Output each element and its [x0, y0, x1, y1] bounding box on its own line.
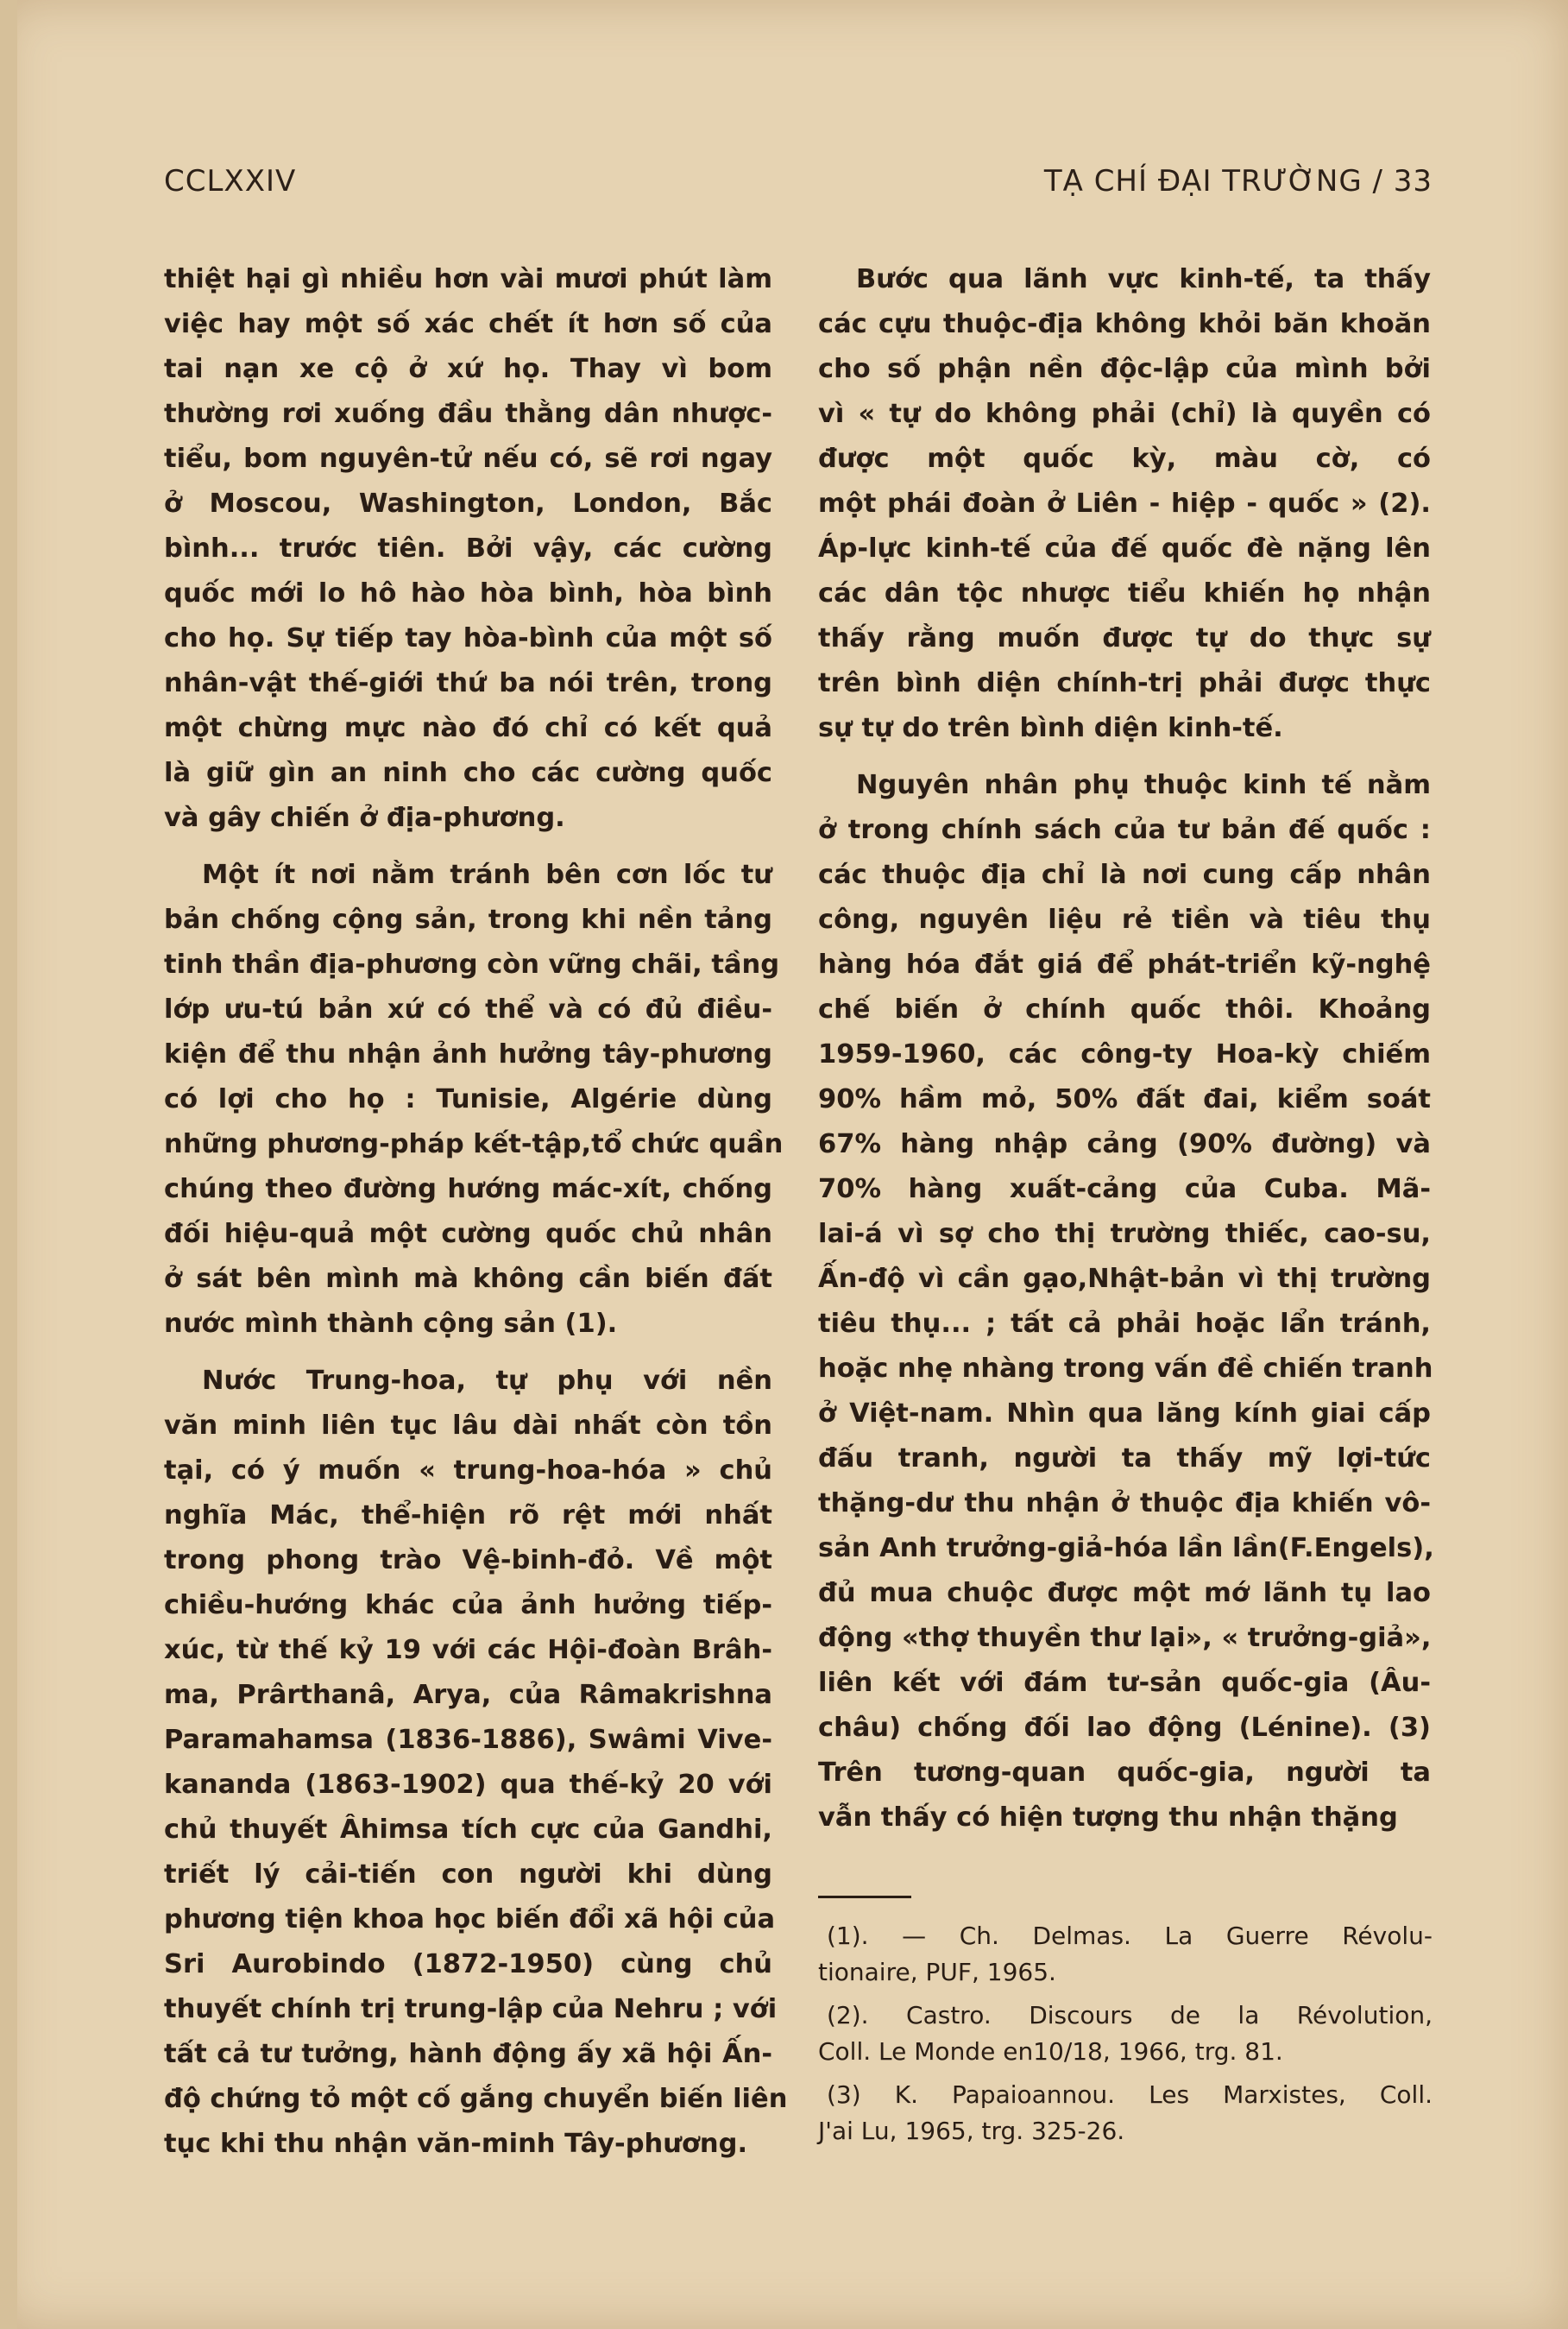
- text-line: hàng hóa đắt giá để phát-triển kỹ-nghệ: [818, 950, 1431, 980]
- text-line: ở Việt-nam. Nhìn qua lăng kính giai cấp: [818, 1398, 1431, 1429]
- text-line: kananda (1863-1902) qua thế-kỷ 20 với: [164, 1770, 772, 1800]
- text-line: thấy rằng muốn được tự do thực sự: [818, 623, 1431, 653]
- running-header: [164, 164, 1433, 207]
- text-line: ở sát bên mình mà không cần biến đất: [164, 1264, 772, 1294]
- text-line: các cựu thuộc-địa không khỏi băn khoăn: [818, 309, 1431, 339]
- text-line: kiện để thu nhận ảnh hưởng tây-phương: [164, 1039, 772, 1070]
- footnote-line: J'ai Lu, 1965, trg. 325-26.: [818, 2117, 1125, 2145]
- text-line: ở trong chính sách của tư bản đế quốc :: [818, 815, 1431, 845]
- text-line: Một ít nơi nằm tránh bên cơn lốc tư: [202, 860, 772, 890]
- text-line: Nước Trung-hoa, tự phụ với nền: [202, 1366, 772, 1396]
- text-line: lớp ưu-tú bản xứ có thể và có đủ điều-: [164, 994, 772, 1025]
- right-text-column: [818, 257, 1434, 1840]
- text-line: Ấn-độ vì cần gạo,Nhật-bản vì thị trường: [818, 1264, 1431, 1294]
- paragraph-gap: [818, 751, 1431, 763]
- footnote-2: [818, 1998, 1433, 2070]
- text-line: Trên tương-quan quốc-gia, người ta: [818, 1758, 1431, 1788]
- text-line: chiều-hướng khác của ảnh hưởng tiếp-: [164, 1590, 772, 1620]
- text-line: sự tự do trên bình diện kinh-tế.: [818, 713, 1283, 743]
- text-line: 70% hàng xuất-cảng của Cuba. Mã-: [818, 1174, 1431, 1204]
- page-binding-edge: [0, 0, 17, 2329]
- text-line: trong phong trào Vệ-binh-đỏ. Về một: [164, 1545, 772, 1575]
- footnote-rule: [818, 1896, 911, 1898]
- footnote-line: Coll. Le Monde en10/18, 1966, trg. 81.: [818, 2037, 1283, 2066]
- text-line: sản Anh trưởng-giả-hóa lần lần(F.Engels),: [818, 1533, 1434, 1563]
- text-line: một phái đoàn ở Liên - hiệp - quốc » (2).: [818, 489, 1431, 519]
- text-line: tai nạn xe cộ ở xứ họ. Thay vì bom: [164, 354, 772, 384]
- text-line: tất cả tư tưởng, hành động ấy xã hội Ấn-: [164, 2039, 772, 2069]
- text-line: được một quốc kỳ, màu cờ, có: [818, 444, 1431, 474]
- text-line: tinh thần địa-phương còn vững chãi, tầng: [164, 950, 780, 980]
- text-line: là giữ gìn an ninh cho các cường quốc: [164, 758, 772, 788]
- text-line: Áp-lực kinh-tế của đế quốc đè nặng lên: [818, 533, 1431, 564]
- text-line: đối hiệu-quả một cường quốc chủ nhân: [164, 1219, 772, 1249]
- header-author-page-number: TẠ CHÍ ĐẠI TRƯỜNG / 33: [1043, 164, 1433, 199]
- text-line: 90% hầm mỏ, 50% đất đai, kiểm soát: [818, 1084, 1431, 1114]
- text-line: Paramahamsa (1836-1886), Swâmi Vive-: [164, 1725, 772, 1755]
- text-line: thường rơi xuống đầu thằng dân nhược-: [164, 399, 772, 429]
- text-line: 1959-1960, các công-ty Hoa-kỳ chiếm: [818, 1039, 1431, 1070]
- text-line: đấu tranh, người ta thấy mỹ lợi-tức: [818, 1443, 1431, 1474]
- text-line: chúng theo đường hướng mác-xít, chống: [164, 1174, 772, 1204]
- text-line: động «thợ thuyền thư lại», « trưởng-giả»,: [818, 1623, 1432, 1653]
- text-line: xúc, từ thế kỷ 19 với các Hội-đoàn Brâh-: [164, 1635, 772, 1665]
- text-line: lai-á vì sợ cho thị trường thiếc, cao-su,: [818, 1219, 1431, 1249]
- paragraph-gap: [164, 841, 772, 853]
- text-line: nghĩa Mác, thể-hiện rõ rệt mới nhất: [164, 1500, 772, 1531]
- text-line: cho họ. Sự tiếp tay hòa-bình của một số: [164, 623, 772, 653]
- text-line: liên kết với đám tư-sản quốc-gia (Âu-: [818, 1668, 1431, 1698]
- text-line: tục khi thu nhận văn-minh Tây-phương.: [164, 2129, 748, 2159]
- text-line: các thuộc địa chỉ là nơi cung cấp nhân: [818, 860, 1431, 890]
- text-line: bình... trước tiên. Bởi vậy, các cường: [164, 533, 772, 564]
- paragraph-gap: [164, 1347, 772, 1359]
- text-line: thặng-dư thu nhận ở thuộc địa khiến vô-: [818, 1488, 1431, 1518]
- text-line: có lợi cho họ : Tunisie, Algérie dùng: [164, 1084, 772, 1114]
- text-line: đủ mua chuộc được một mớ lãnh tụ lao: [818, 1578, 1431, 1608]
- text-line: nước mình thành cộng sản (1).: [164, 1309, 618, 1339]
- footnote-line: (1). — Ch. Delmas. La Guerre Révolu-: [827, 1922, 1433, 1950]
- text-line: 67% hàng nhập cảng (90% đường) và: [818, 1129, 1431, 1159]
- text-line: quốc mới lo hô hào hòa bình, hòa bình: [164, 578, 772, 609]
- text-line: nhân-vật thế-giới thứ ba nói trên, trong: [164, 668, 772, 698]
- text-line: công, nguyên liệu rẻ tiền và tiêu thụ: [818, 905, 1431, 935]
- footnote-line: (2). Castro. Discours de la Révolution,: [827, 2001, 1433, 2029]
- text-line: vì « tự do không phải (chỉ) là quyền có: [818, 399, 1431, 429]
- text-line: thuyết chính trị trung-lập của Nehru ; với: [164, 1994, 778, 2024]
- text-line: và gây chiến ở địa-phương.: [164, 803, 565, 833]
- left-text-column: [164, 257, 788, 2167]
- text-line: hoặc nhẹ nhàng trong vấn đề chiến tranh: [818, 1354, 1433, 1384]
- text-line: triết lý cải-tiến con người khi dùng: [164, 1859, 772, 1890]
- text-line: việc hay một số xác chết ít hơn số của: [164, 309, 772, 339]
- footnotes: [818, 1918, 1433, 2156]
- text-line: thiệt hại gì nhiều hơn vài mươi phút làm: [164, 264, 772, 294]
- footnote-3: [818, 2077, 1433, 2149]
- text-line: tiêu thụ... ; tất cả phải hoặc lẩn tránh,: [818, 1309, 1431, 1339]
- footnote-line: tionaire, PUF, 1965.: [818, 1958, 1056, 1986]
- text-line: Sri Aurobindo (1872-1950) cùng chủ: [164, 1949, 772, 1979]
- text-line: chế biến ở chính quốc thôi. Khoảng: [818, 994, 1431, 1025]
- text-line: độ chứng tỏ một cố gắng chuyển biến liên: [164, 2084, 788, 2114]
- text-line: Nguyên nhân phụ thuộc kinh tế nằm: [856, 770, 1431, 800]
- text-line: tiểu, bom nguyên-tử nếu có, sẽ rơi ngay: [164, 444, 772, 474]
- text-line: Bước qua lãnh vực kinh-tế, ta thấy: [856, 264, 1431, 294]
- text-line: trên bình diện chính-trị phải được thực: [818, 668, 1431, 698]
- footnote-line: (3) K. Papaioannou. Les Marxistes, Coll.: [827, 2080, 1433, 2109]
- text-line: chủ thuyết Âhimsa tích cực của Gandhi,: [164, 1815, 772, 1845]
- text-line: ở Moscou, Washington, London, Bắc: [164, 489, 772, 519]
- text-line: châu) chống đối lao động (Lénine). (3): [818, 1713, 1431, 1743]
- text-line: cho số phận nền độc-lập của mình bởi: [818, 354, 1431, 384]
- text-line: những phương-pháp kết-tập,tổ chức quần: [164, 1129, 784, 1159]
- text-line: phương tiện khoa học biến đổi xã hội của: [164, 1904, 776, 1935]
- text-line: các dân tộc nhược tiểu khiến họ nhận: [818, 578, 1431, 609]
- text-line: ma, Prârthanâ, Arya, của Râmakrishna: [164, 1680, 772, 1710]
- text-line: bản chống cộng sản, trong khi nền tảng: [164, 905, 772, 935]
- text-line: văn minh liên tục lâu dài nhất còn tồn: [164, 1411, 772, 1441]
- header-roman-numeral: CCLXXIV: [164, 164, 297, 199]
- text-line: tại, có ý muốn « trung-hoa-hóa » chủ: [164, 1455, 772, 1486]
- footnote-1: [818, 1918, 1433, 1991]
- text-line: một chừng mực nào đó chỉ có kết quả: [164, 713, 772, 743]
- text-line: vẫn thấy có hiện tượng thu nhận thặng: [818, 1802, 1398, 1833]
